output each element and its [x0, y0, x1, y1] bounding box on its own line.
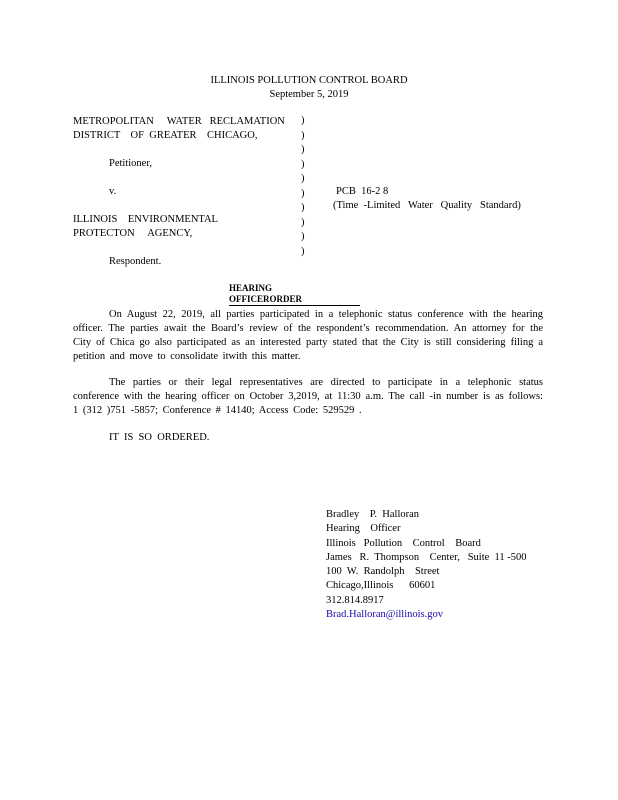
petitioner-name-line2: DISTRICT OF GREATER CHICAGO, [73, 130, 258, 141]
address-line1: James R. Thompson Center, Suite 11 -500 [326, 551, 527, 563]
caption-parentheses [301, 114, 309, 259]
email-link[interactable]: Brad.Halloran@illinois.gov [326, 609, 443, 621]
signer-name: Bradley P. Halloran [326, 509, 420, 520]
paren: ) [301, 129, 305, 141]
paren: ) [301, 144, 305, 155]
phone-number: 312.814.8917 [326, 594, 384, 606]
signer-agency: Illinois Pollution Control Board [326, 537, 481, 549]
paren: ) [301, 115, 305, 126]
respondent-name-line1: ILLINOIS ENVIRONMENTAL [73, 214, 218, 225]
paren: ) [301, 231, 305, 242]
order-date: September 5, 2019 [269, 89, 349, 100]
case-type: (Time -Limited Water Quality Standard) [333, 200, 521, 211]
paragraph-text: The parties or their legal representatives are directed to participate in a telephonic status conference with the hearing officer on October 3,2019, at 11:30 a.m. The call -in number is as follows: 1 (312 )751 -5857; Conference # 14140; Access Code: 529529 . [73, 377, 543, 416]
paren: ) [301, 216, 305, 228]
board-name: ILLINOIS POLLUTION CONTROL BOARD [210, 75, 408, 86]
order-heading: HEARING OFFICERORDER [229, 283, 360, 306]
closing-statement: IT IS SO ORDERED. [109, 432, 210, 443]
paren: ) [301, 173, 305, 184]
paren: ) [301, 158, 305, 170]
signature-block [326, 508, 527, 622]
order-paragraph-1 [73, 308, 543, 364]
paragraph-text: On August 22, 2019, all parties participated in a telephonic status conference with the hearing officer. The parties await the Board’s review of the respondent’s recommendation. An attorney for the City of Chica go also participated as an interested party stated that the City is still considering filing a petition and move to consolidate itwith this matter. [73, 309, 543, 362]
respondent-name-line2: PROTECTON AGENCY, [73, 228, 193, 239]
address-city: Chicago,Illinois 60601 [326, 580, 436, 592]
versus: v. [109, 186, 117, 197]
signer-title: Hearing Officer [326, 523, 401, 535]
petitioner-name-line1: METROPOLITAN WATER RECLAMATION [73, 116, 285, 127]
paren: ) [301, 245, 305, 257]
case-number: PCB 16-2 8 [336, 186, 389, 197]
order-paragraph-2 [73, 376, 543, 418]
paren: ) [301, 187, 305, 199]
address-line2: 100 W. Randolph Street [326, 566, 440, 578]
petitioner-role: Petitioner, [109, 158, 153, 169]
respondent-role: Respondent. [109, 256, 162, 267]
paren: ) [301, 202, 305, 213]
